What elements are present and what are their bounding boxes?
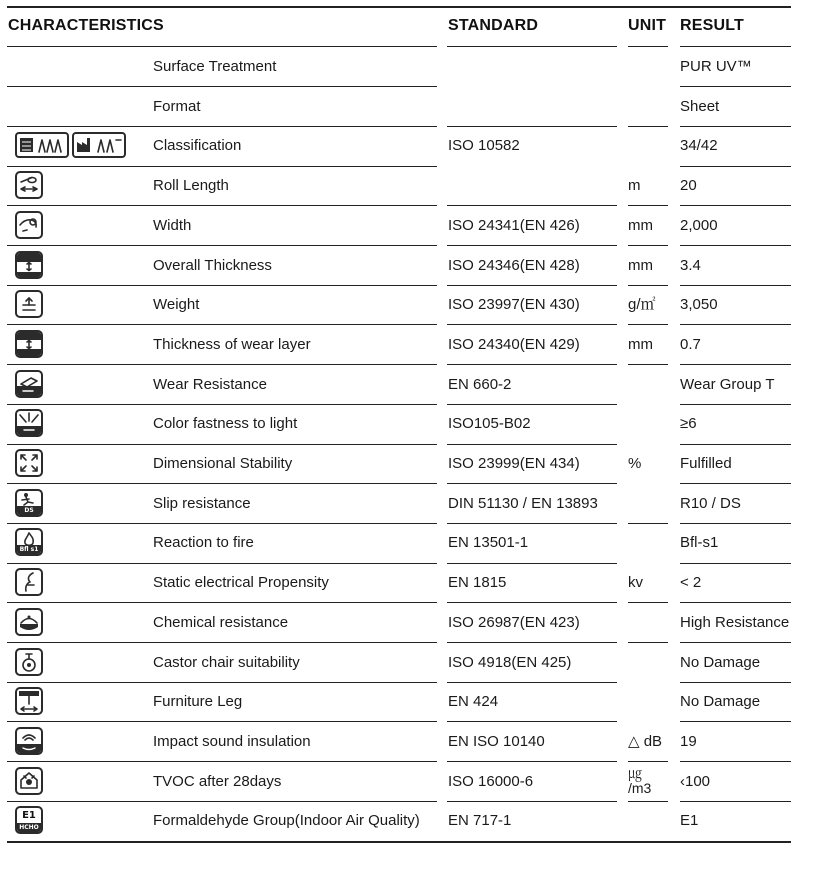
row-unit: %	[628, 455, 642, 472]
row-standard: EN 1815	[448, 574, 507, 591]
header-unit: UNIT	[628, 17, 667, 34]
row-standard: ISO 24341(EN 426)	[448, 217, 580, 234]
row-divider	[628, 523, 668, 524]
hcho-icon-label: HCHO	[17, 823, 41, 832]
table-row	[0, 801, 839, 840]
row-unit	[628, 762, 651, 805]
row-divider	[628, 324, 668, 325]
row-divider	[447, 245, 617, 246]
row-characteristic: Static electrical Propensity	[153, 574, 329, 591]
row-result: Wear Group T	[680, 376, 775, 393]
row-divider	[447, 642, 617, 643]
row-divider	[7, 523, 437, 524]
width-icon	[15, 211, 43, 239]
row-divider	[7, 483, 437, 484]
slip-resistance-icon	[15, 489, 43, 517]
table-row	[0, 206, 839, 245]
row-characteristic: Classification	[153, 137, 242, 154]
row-characteristic: Reaction to fire	[153, 534, 254, 551]
table-row	[0, 603, 839, 642]
row-result: PUR UV™	[680, 58, 752, 75]
row-divider	[7, 205, 437, 206]
row-divider	[680, 364, 791, 365]
row-divider	[7, 721, 437, 722]
dimensional-stability-icon	[15, 449, 43, 477]
row-divider	[680, 444, 791, 445]
row-result: Bfl-s1	[680, 534, 719, 551]
table-row	[0, 563, 839, 602]
row-divider	[680, 761, 791, 762]
row-divider	[7, 642, 437, 643]
table-row	[0, 523, 839, 562]
row-characteristic: Overall Thickness	[153, 257, 272, 274]
row-characteristic: Weight	[153, 296, 200, 313]
table-row	[0, 682, 839, 721]
row-standard: ISO 23999(EN 434)	[448, 455, 580, 472]
row-divider	[680, 245, 791, 246]
row-characteristic: TVOC after 28days	[153, 773, 282, 790]
row-divider	[447, 761, 617, 762]
row-unit: g/㎡	[628, 296, 656, 313]
row-characteristic: Castor chair suitability	[153, 654, 300, 671]
row-divider	[680, 285, 791, 286]
row-divider	[7, 682, 437, 683]
row-standard: EN 660-2	[448, 376, 512, 393]
row-divider	[7, 324, 437, 325]
header-result: RESULT	[680, 17, 745, 34]
row-divider	[7, 86, 437, 87]
slip-class-label: DS	[17, 506, 41, 515]
row-unit: kv	[628, 574, 643, 591]
table-row	[0, 126, 839, 165]
row-characteristic: Furniture Leg	[153, 693, 243, 710]
row-divider	[628, 205, 668, 206]
row-characteristic: Chemical resistance	[153, 614, 289, 631]
table-row	[0, 722, 839, 761]
row-standard: EN 13501-1	[448, 534, 529, 551]
row-standard: EN 717-1	[448, 812, 512, 829]
row-characteristic: Color fastness to light	[153, 415, 298, 432]
row-divider	[447, 483, 617, 484]
table-row	[0, 325, 839, 364]
row-divider	[447, 602, 617, 603]
row-result: 0.7	[680, 336, 701, 353]
row-standard: EN 424	[448, 693, 499, 710]
row-divider	[7, 563, 437, 564]
row-divider	[447, 404, 617, 405]
classification-icon	[15, 132, 69, 158]
row-divider	[628, 46, 668, 47]
row-unit-top: ㎍	[628, 765, 642, 781]
formaldehyde-icon	[15, 806, 43, 834]
row-result: No Damage	[680, 693, 761, 710]
furniture-leg-icon	[15, 687, 43, 715]
row-divider	[628, 602, 668, 603]
fire-class-label: Bfl s1	[17, 545, 41, 554]
table-row	[0, 365, 839, 404]
row-result: < 2	[680, 574, 702, 591]
row-divider	[628, 642, 668, 643]
table-row	[0, 643, 839, 682]
row-divider	[680, 404, 791, 405]
row-divider	[447, 285, 617, 286]
row-unit: mm	[628, 336, 653, 353]
row-divider	[447, 563, 617, 564]
row-characteristic: Wear Resistance	[153, 376, 267, 393]
row-unit: △ dB	[628, 733, 663, 750]
row-standard: EN ISO 10140	[448, 733, 545, 750]
row-result: R10 / DS	[680, 495, 741, 512]
table-row	[0, 166, 839, 205]
e1-icon-label: E1	[22, 810, 36, 821]
row-divider	[7, 801, 437, 802]
row-standard: ISO105-B02	[448, 415, 531, 432]
static-icon	[15, 568, 43, 596]
table-row	[0, 762, 839, 801]
row-standard: ISO 4918(EN 425)	[448, 654, 572, 671]
overall-thickness-icon	[15, 251, 43, 279]
row-divider	[680, 126, 791, 127]
header-characteristics: CHARACTERISTICS	[8, 17, 164, 34]
row-divider	[680, 166, 791, 167]
row-result: ≥6	[680, 415, 697, 432]
row-divider	[628, 126, 668, 127]
table-row	[0, 87, 839, 126]
impact-sound-icon	[15, 727, 43, 755]
row-characteristic: Surface Treatment	[153, 58, 277, 75]
row-divider	[7, 364, 437, 365]
row-divider	[680, 324, 791, 325]
row-standard: ISO 26987(EN 423)	[448, 614, 580, 631]
row-standard: ISO 24346(EN 428)	[448, 257, 580, 274]
row-result: E1	[680, 812, 699, 829]
row-divider	[680, 602, 791, 603]
row-divider	[7, 245, 437, 246]
row-characteristic: Dimensional Stability	[153, 455, 293, 472]
row-characteristic: Impact sound insulation	[153, 733, 311, 750]
row-divider	[7, 166, 437, 167]
industrial-classification-icon	[72, 132, 126, 158]
chemical-icon	[15, 608, 43, 636]
table-row	[0, 444, 839, 483]
row-result: Sheet	[680, 98, 720, 115]
row-standard: ISO 23997(EN 430)	[448, 296, 580, 313]
wear-layer-icon	[15, 330, 43, 358]
row-divider	[447, 46, 617, 47]
row-unit: mm	[628, 217, 653, 234]
row-divider	[680, 483, 791, 484]
row-divider	[628, 245, 668, 246]
row-divider	[680, 563, 791, 564]
row-result: ‹100	[680, 773, 711, 790]
row-divider	[680, 642, 791, 643]
row-divider	[447, 364, 617, 365]
row-characteristic: Width	[153, 217, 192, 234]
row-divider	[680, 523, 791, 524]
row-result: Fulfilled	[680, 455, 732, 472]
row-divider	[628, 761, 668, 762]
row-divider	[680, 721, 791, 722]
row-divider	[7, 126, 437, 127]
row-divider	[7, 404, 437, 405]
row-divider	[447, 324, 617, 325]
fire-icon	[15, 528, 43, 556]
row-result: No Damage	[680, 654, 761, 671]
row-unit-bottom: /m3	[628, 780, 652, 796]
row-characteristic: Thickness of wear layer	[153, 336, 311, 353]
row-divider	[447, 523, 617, 524]
row-unit: m	[628, 177, 641, 194]
row-divider	[447, 682, 617, 683]
row-divider	[7, 46, 437, 47]
table-top-rule	[7, 6, 791, 8]
table-row	[0, 47, 839, 86]
row-divider	[7, 285, 437, 286]
header-standard: STANDARD	[448, 17, 539, 34]
row-divider	[447, 721, 617, 722]
row-divider	[447, 444, 617, 445]
row-divider	[628, 364, 668, 365]
row-result: 2,000	[680, 217, 718, 234]
row-divider	[447, 205, 617, 206]
row-characteristic: Roll Length	[153, 177, 229, 194]
row-divider	[7, 444, 437, 445]
color-fastness-icon	[15, 409, 43, 437]
row-standard: DIN 51130 / EN 13893	[448, 495, 598, 512]
row-standard: ISO 24340(EN 429)	[448, 336, 580, 353]
table-bottom-rule	[7, 841, 791, 843]
row-result: 19	[680, 733, 697, 750]
table-row	[0, 285, 839, 324]
wear-resistance-icon	[15, 370, 43, 398]
row-divider	[680, 46, 791, 47]
row-divider	[628, 285, 668, 286]
row-divider	[680, 205, 791, 206]
row-divider	[7, 761, 437, 762]
tvoc-icon	[15, 767, 43, 795]
roll-length-icon	[15, 171, 43, 199]
row-unit: mm	[628, 257, 653, 274]
row-divider	[7, 602, 437, 603]
row-standard: ISO 16000-6	[448, 773, 534, 790]
table-row	[0, 484, 839, 523]
row-result: 3.4	[680, 257, 701, 274]
row-divider	[680, 86, 791, 87]
table-row	[0, 404, 839, 443]
row-characteristic: Format	[153, 98, 201, 115]
row-result: 34/42	[680, 137, 718, 154]
castor-chair-icon	[15, 648, 43, 676]
table-row	[0, 246, 839, 285]
row-divider	[447, 801, 617, 802]
row-characteristic: Formaldehyde Group(Indoor Air Quality)	[153, 812, 420, 829]
row-divider	[680, 801, 791, 802]
row-result: 20	[680, 177, 697, 194]
row-divider	[447, 126, 617, 127]
row-divider	[680, 682, 791, 683]
row-result: 3,050	[680, 296, 718, 313]
weight-icon	[15, 290, 43, 318]
row-characteristic: Slip resistance	[153, 495, 251, 512]
row-standard: ISO 10582	[448, 137, 520, 154]
row-result: High Resistance	[680, 614, 790, 631]
row-divider	[628, 801, 668, 802]
